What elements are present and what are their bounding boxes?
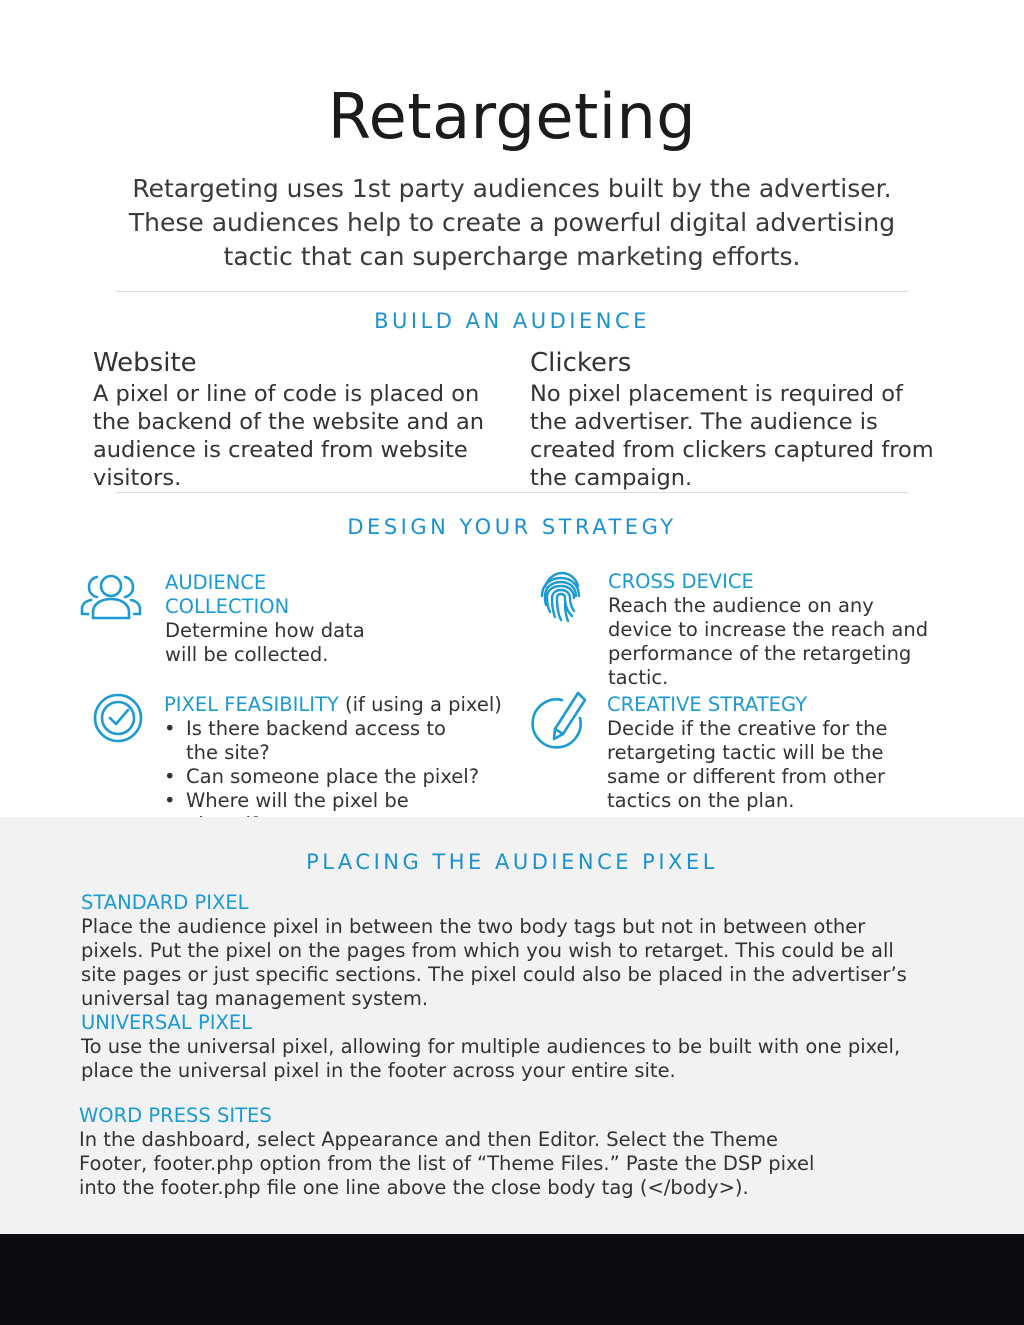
audience-collection-text: Determine how data will be collected. bbox=[165, 619, 365, 666]
universal-pixel-text: To use the universal pixel, allowing for multiple audiences to be built with one pixel, place the universal pixel in the footer across your entire site. bbox=[81, 1035, 901, 1082]
intro-paragraph: Retargeting uses 1st party audiences built by the advertiser. These audiences help to create a powerful digital advertising tactic that can supercharge marketing efforts. bbox=[128, 174, 896, 271]
audience-group-icon bbox=[78, 566, 144, 632]
footer-bar bbox=[0, 1234, 1024, 1325]
wordpress-heading: WORD PRESS SITES bbox=[79, 1104, 272, 1127]
pixel-feasibility-heading: PIXEL FEASIBILITY bbox=[164, 693, 339, 716]
fingerprint-icon bbox=[528, 563, 594, 629]
website-text: A pixel or line of code is placed on the backend of the website and an audience is created from website visitors. bbox=[93, 381, 485, 491]
divider-top bbox=[116, 291, 908, 292]
cross-device-block bbox=[608, 570, 938, 690]
clickers-text: No pixel placement is required of the advertiser. The audience is created from clickers captured from the campaign. bbox=[530, 381, 934, 491]
audience-collection-block bbox=[165, 571, 405, 667]
creative-strategy-block bbox=[607, 693, 937, 813]
section-heading-strategy: DESIGN YOUR STRATEGY bbox=[347, 515, 677, 539]
pixel-feasibility-heading-line bbox=[164, 693, 504, 717]
list-item: • Can someone place the pixel? bbox=[164, 765, 484, 789]
section-heading-placing: PLACING THE AUDIENCE PIXEL bbox=[306, 850, 718, 874]
wordpress-text: In the dashboard, select Appearance and then Editor. Select the Theme Footer, footer.php option from the list of “Theme Files.” Paste the DSP pixel into the footer.php file one line above the close body tag (</body>). bbox=[79, 1128, 815, 1199]
clickers-title: Clickers bbox=[530, 348, 632, 378]
website-title: Website bbox=[93, 348, 197, 378]
creative-strategy-text: Decide if the creative for the retargeting tactic will be the same or different from other tactics on the plan. bbox=[607, 717, 888, 812]
universal-pixel-heading: UNIVERSAL PIXEL bbox=[81, 1011, 253, 1034]
page-title: Retargeting bbox=[327, 80, 697, 153]
standard-pixel-text: Place the audience pixel in between the two body tags but not in between other pixels. Put the pixel on the pages from which you wish to retarget. This could be all site pages or just specific sections. The pixel could also be placed in the advertiser’s universal tag management system. bbox=[81, 915, 907, 1010]
divider-middle bbox=[116, 492, 908, 493]
checkmark-circle-icon bbox=[88, 688, 148, 748]
creative-strategy-heading: CREATIVE STRATEGY bbox=[607, 693, 807, 716]
standard-pixel-heading: STANDARD PIXEL bbox=[81, 891, 249, 914]
audience-collection-heading: AUDIENCE COLLECTION bbox=[165, 571, 290, 618]
list-item: • Where will the pixel be bbox=[164, 789, 484, 837]
cross-device-heading: CROSS DEVICE bbox=[608, 570, 754, 593]
cross-device-text: Reach the audience on any device to increase the reach and performance of the retargeting tactic. bbox=[608, 594, 929, 689]
list-item: • Is there backend access to the site? bbox=[164, 717, 484, 765]
pixel-feasibility-note: (if using a pixel) bbox=[338, 693, 502, 716]
pixel-feasibility-block bbox=[164, 693, 504, 837]
pencil-circle-icon bbox=[528, 686, 592, 750]
section-heading-build: BUILD AN AUDIENCE bbox=[374, 309, 650, 333]
